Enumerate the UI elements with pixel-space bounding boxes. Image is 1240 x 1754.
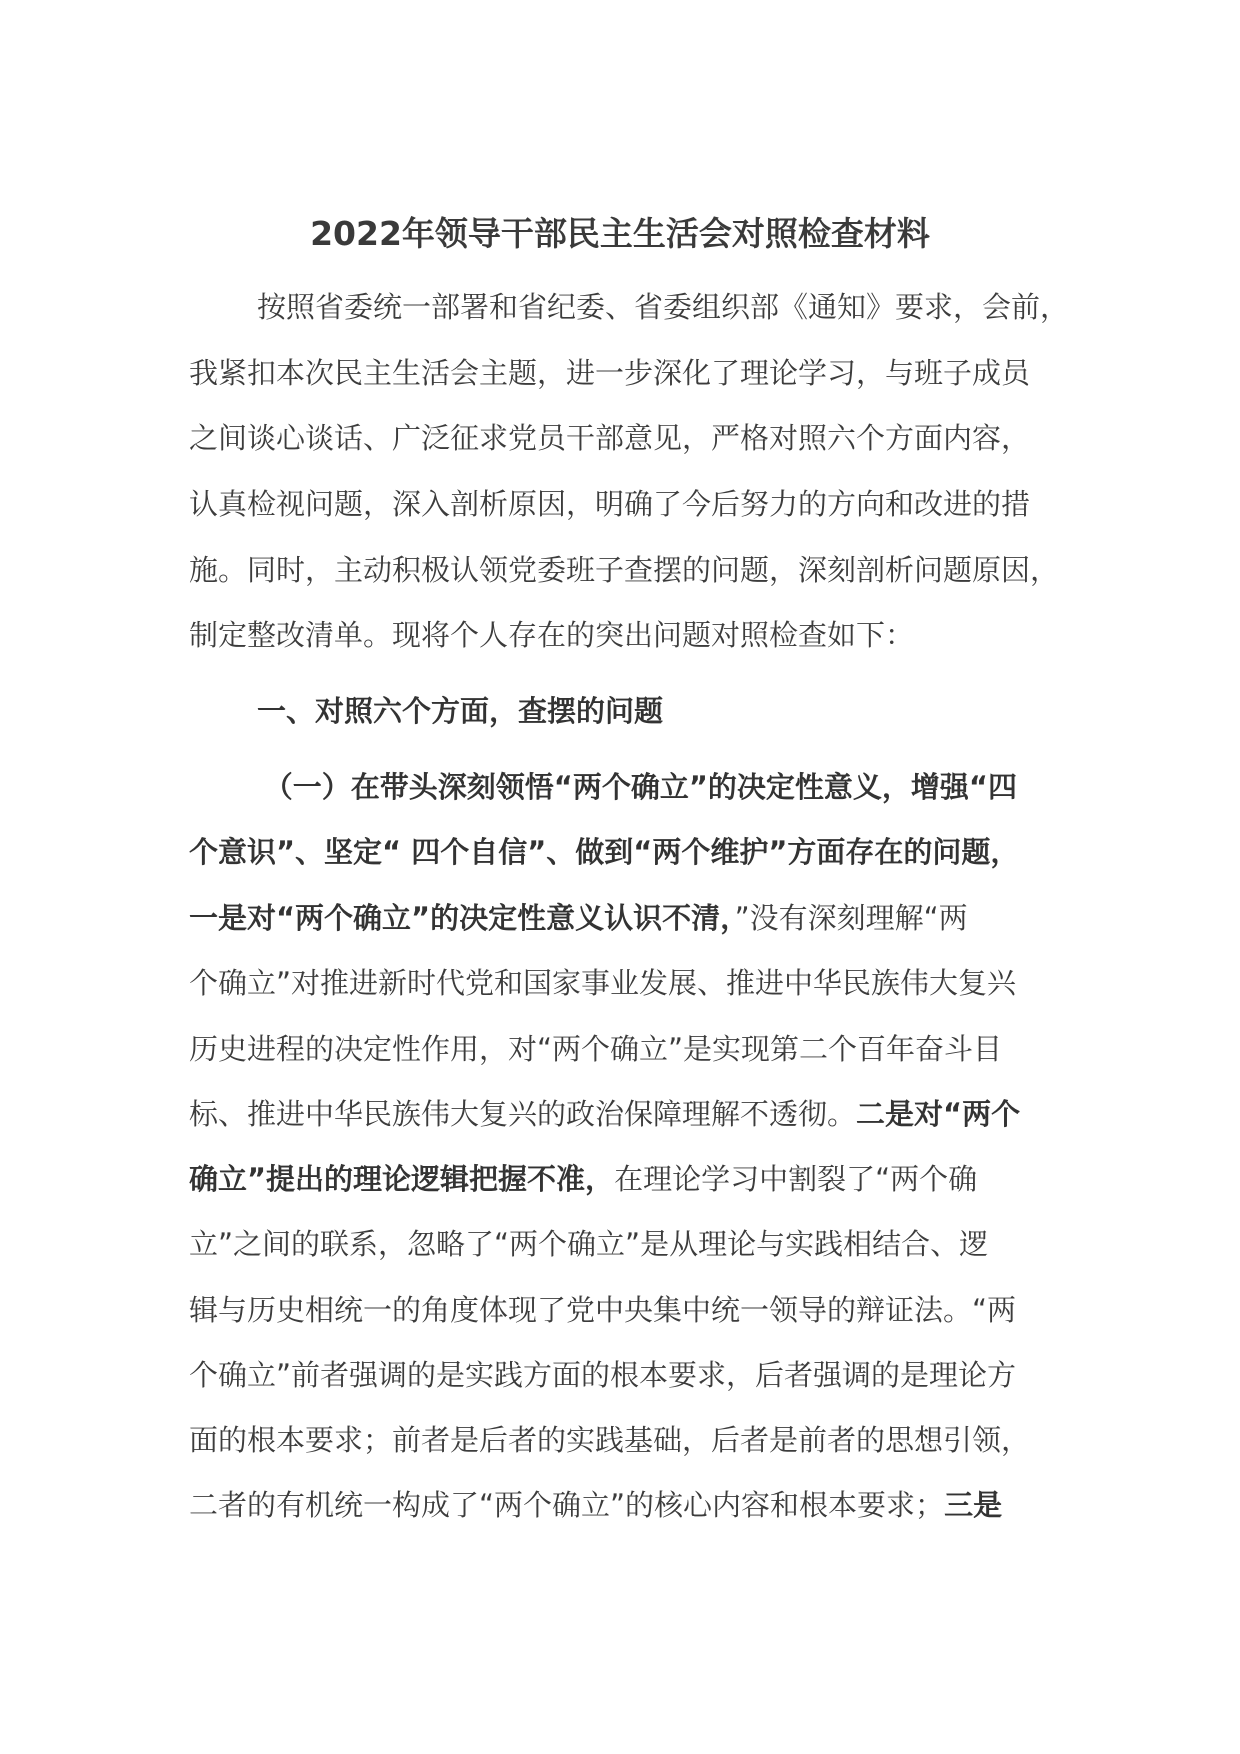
text-line xyxy=(189,1420,1030,1460)
text: 我紧扣本次民主生活会主题，进一步深化了理论学习，与班子成员 xyxy=(189,356,1031,390)
text: 个确立”对推进新时代党和国家事业发展、推进中华民族伟大复兴 xyxy=(189,966,1017,1000)
text: 按照省委统一部署和省纪委、省委组织部《通知》要求，会前， xyxy=(257,290,1070,324)
text: 辑与历史相统一的角度体现了党中央集中统一领导的辩证法。“两 xyxy=(189,1293,1017,1327)
bold-text: （一）在带头深刻领悟“两个确立”的决定性意义，增强“四 xyxy=(263,770,1017,804)
text: 历史进程的决定性作用，对“两个确立”是实现第二个百年奋斗目 xyxy=(189,1032,1003,1066)
text: 个确立”前者强调的是实践方面的根本要求，后者强调的是理论方 xyxy=(189,1358,1017,1392)
text: 二者的有机统一构成了“两个确立”的核心内容和根本要求； xyxy=(189,1488,945,1522)
text-line xyxy=(189,353,1030,393)
text-line xyxy=(189,898,968,938)
text-line xyxy=(257,287,1069,327)
bold-text: 一、对照六个方面，查摆的问题 xyxy=(257,694,664,728)
text-line xyxy=(189,1290,1016,1330)
text: 之间谈心谈话、广泛征求党员干部意见，严格对照六个方面内容， xyxy=(189,421,1031,455)
text-line xyxy=(189,484,1030,524)
bold-text: 个意识”、坚定“ 四个自信”、做到“两个维护”方面存在的问题， xyxy=(189,835,1020,869)
text: 标、推进中华民族伟大复兴的政治保障理解不透彻。 xyxy=(189,1097,857,1131)
text-line xyxy=(189,832,1019,872)
text-line xyxy=(189,615,914,655)
text: 在理论学习中割裂了“两个确 xyxy=(614,1162,978,1196)
bold-text: 二是对“两个 xyxy=(856,1097,1021,1131)
text: 立”之间的联系，忽略了“两个确立”是从理论与实践相结合、逻 xyxy=(189,1227,989,1261)
document-title: 2022年领导干部民主生活会对照检查材料 xyxy=(310,214,930,253)
text-line xyxy=(257,691,663,731)
text-line xyxy=(264,767,1017,807)
bold-text: 确立”提出的理论逻辑把握不准， xyxy=(189,1162,615,1196)
text-line xyxy=(189,550,1059,590)
text: ”没有深刻理解“两 xyxy=(734,901,968,935)
text: 面的根本要求；前者是后者的实践基础，后者是前者的思想引领， xyxy=(189,1423,1031,1457)
text-line xyxy=(189,1485,1002,1525)
text-line xyxy=(189,963,1016,1003)
text-line xyxy=(189,1355,1016,1395)
text-line xyxy=(189,1094,1020,1134)
text-line xyxy=(189,1159,977,1199)
bold-text: 三是 xyxy=(944,1488,1003,1522)
text-line xyxy=(189,1029,1002,1069)
text: 施。同时，主动积极认领党委班子查摆的问题，深刻剖析问题原因， xyxy=(189,553,1060,587)
text-line xyxy=(189,1224,988,1264)
text: 认真检视问题，深入剖析原因，明确了今后努力的方向和改进的措 xyxy=(189,487,1031,521)
bold-text: 一是对“两个确立”的决定性意义认识不清， xyxy=(189,901,735,935)
text-line xyxy=(189,418,1030,458)
text: 制定整改清单。现将个人存在的突出问题对照检查如下： xyxy=(189,618,915,652)
